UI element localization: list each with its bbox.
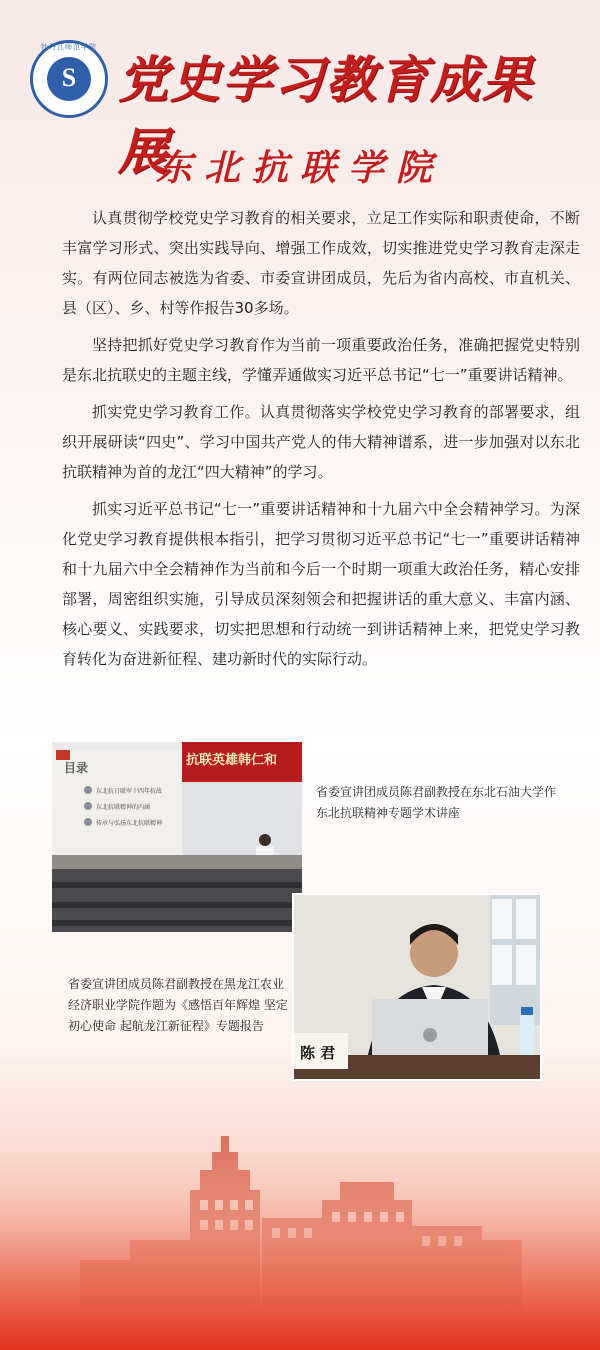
slide-item-1: 东北抗日联军十四年抗战 bbox=[96, 788, 163, 795]
logo-text: 牡丹江师范学院 bbox=[41, 43, 97, 51]
page-subtitle: 东北抗联学院 bbox=[155, 147, 444, 189]
page-title: 党史学习教育成果展 bbox=[118, 50, 534, 181]
lecture-photo-1 bbox=[52, 742, 302, 932]
slide-title: 目录 bbox=[64, 761, 89, 775]
banner-text: 抗联英雄韩仁和 bbox=[186, 753, 278, 768]
lecture-photo-2 bbox=[292, 893, 542, 1081]
paragraph-2: 坚持把抓好党史学习教育作为当前一项重要政治任务，准确把握党史特别是东北抗联史的主题主线，学懂弄通做实习近平总书记“七一”重要讲话精神。 bbox=[62, 336, 580, 384]
slide-item-2: 东北抗联精神的内涵 bbox=[96, 804, 151, 811]
university-logo bbox=[30, 40, 108, 118]
lecture-hall-illustration bbox=[52, 742, 302, 932]
logo-emblem: S bbox=[47, 57, 91, 101]
speaker-illustration bbox=[294, 895, 540, 1079]
paragraph-3: 抓实党史学习教育工作。认真贯彻落实学校党史学习教育的部署要求，组织开展研读“四史”、学习中国共产党人的伟大精神谱系，进一步加强对以东北抗联精神为首的龙江“四大精神”的学习。 bbox=[62, 403, 580, 481]
name-card: 陈 君 bbox=[300, 1044, 336, 1062]
body-text bbox=[62, 203, 580, 681]
photo-caption-2: 省委宣讲团成员陈君副教授在黑龙江农业经济职业学院作题为《感悟百年辉煌 坚定初心使命 起航龙江新征程》专题报告 bbox=[68, 977, 288, 1033]
photo-caption-1: 省委宣讲团成员陈君副教授在东北石油大学作东北抗联精神专题学术讲座 bbox=[316, 785, 557, 820]
paragraph-4: 抓实习近平总书记“七一”重要讲话精神和十九届六中全会精神学习。为深化党史学习教育提供根本指引，把学习贯彻习近平总书记“七一”重要讲话精神和十九届六中全会精神作为当前和今后一个时期一项重大政治任务，精心安排部署，周密组织实施，引导成员深刻领会和把握讲话的重大意义、丰富内涵、核心要义、实践要求，切实把思想和行动统一到讲话精神上来，把党史学习教育转化为奋进新征程、建功新时代的实际行动。 bbox=[62, 500, 580, 668]
paragraph-1: 认真贯彻学校党史学习教育的相关要求，立足工作实际和职责使命，不断丰富学习形式、突出实践导向、增强工作成效，切实推进党史学习教育走深走实。有两位同志被选为省委、市委宣讲团成员，先后为省内高校、市直机关、县（区）、乡、村等作报告30多场。 bbox=[62, 209, 580, 317]
slide-item-3: 传承与弘扬东北抗联精神 bbox=[96, 820, 163, 827]
campus-skyline-decoration bbox=[0, 1100, 600, 1350]
